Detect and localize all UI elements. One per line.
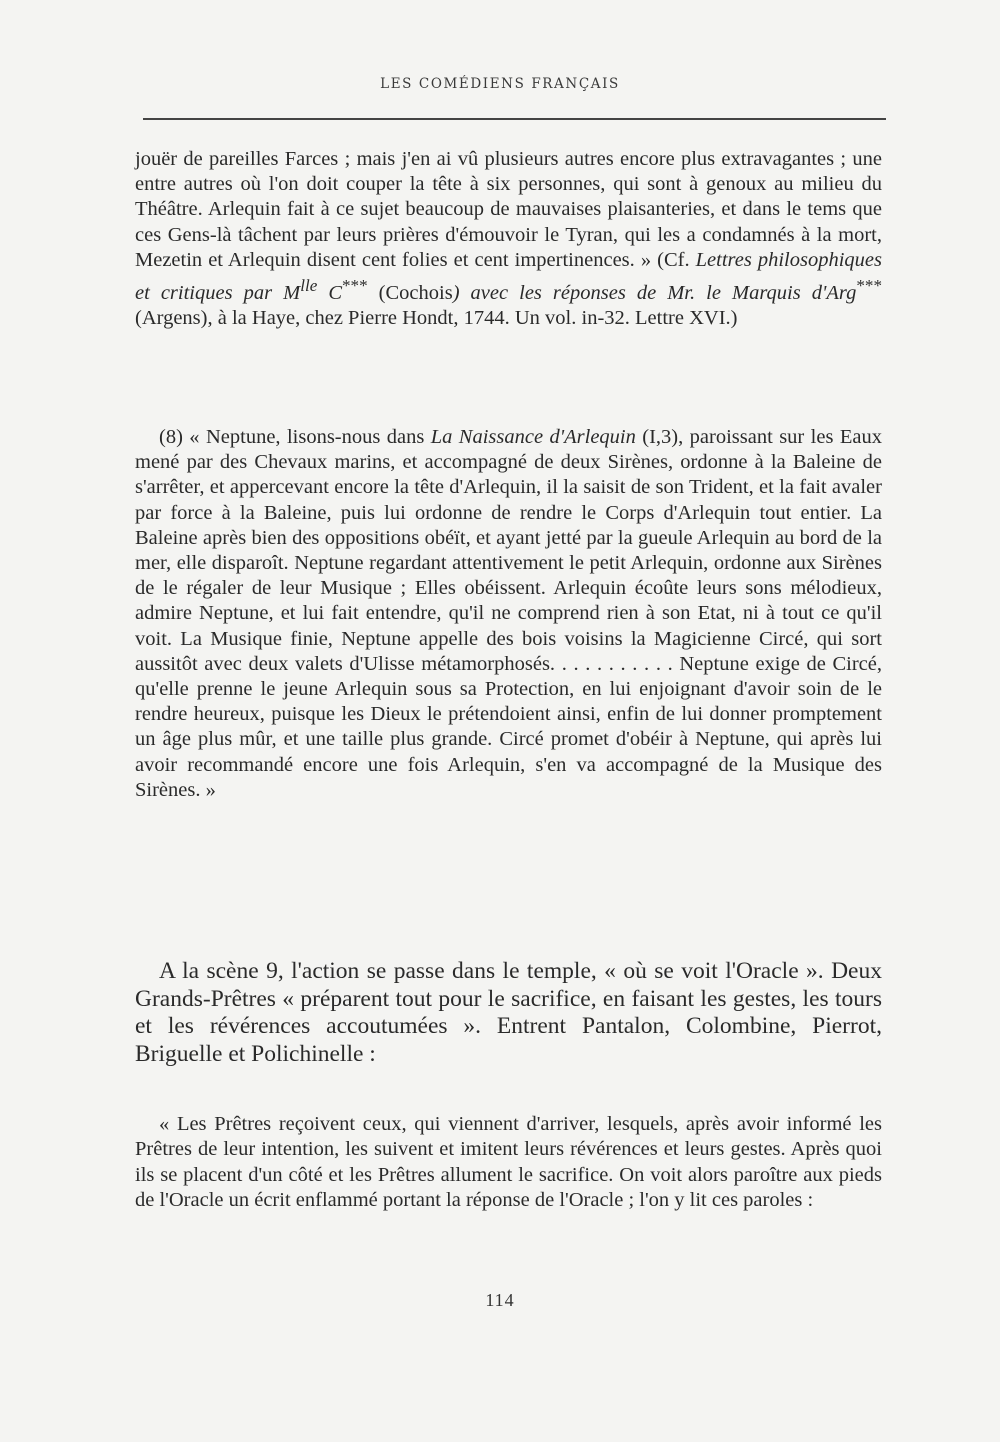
- note-sup-stars-2: ***: [856, 276, 882, 296]
- note-text-2: (Cochois: [367, 281, 453, 304]
- note-sup-stars-1: ***: [342, 276, 368, 296]
- note8-text-2: (I,3), paroissant sur les Eaux mené par des Chevaux marins, et accompagné de deux Sirènes, ordonne à la Baleine de s'arrêter, et appercevant encore la tête d'Arlequin, il la saisit de son Trident, et la fait avaler par force à la Baleine, puis lui ordonne de rendre le Corps d'Arlequin tout entier. La Baleine après bien des oppositions obéït, et ayant jetté par la gueule Arlequin au bord de la mer, elle disparoît. Neptune regardant attentivement le petit Arlequin, ordonne aux Sirènes de le régaler de leur Musique ; Elles obéissent. Arlequin écoûte leurs sons mélodieux, admire Neptune, et lui fait entendre, qu'il ne comprend rien à son Etat, ni à tout ce qu'il voit. La Musique finie, Neptune appelle des bois voisins la Magicienne Circé, qui sort aussitôt avec deux valets d'Ulisse métamorphosés. . . . . . . . . . . Neptune exige de Circé, qu'elle prenne le jeune Arlequin sous sa Protection, en lui enjoignant d'avoir soin de le rendre heureux, puisque les Dieux le prétendoient ainsi, enfin de lui donner promptement un âge plus mûr, et une taille plus grande. Circé promet d'obéir à Neptune, qui après lui avoir recommandé encore une fois Arlequin, s'en va accompagné de la Musique des Sirènes. »: [135, 426, 882, 801]
- header-rule: [143, 118, 886, 120]
- note-italic-1: Lettres philosophiques et critiques par M: [135, 248, 882, 304]
- main-paragraph: A la scène 9, l'action se passe dans le temple, « où se voit l'Oracle ». Deux Grands-Prêtres « préparent tout pour le sacrifice, en faisant les gestes, les tours et les révérences accoutumées ». Entrent Pantalon, Colombine, Pierrot, Briguelle et Polichinelle :: [135, 958, 882, 1067]
- footnote-continuation: [135, 147, 882, 331]
- quote-paragraph: « Les Prêtres reçoivent ceux, qui viennent d'arriver, lesquels, après avoir informé les Prêtres de leur intention, les suivent et imitent leurs révérences et leurs gestes. Après quoi ils se placent d'un côté et les Prêtres allument le sacrifice. On voit alors paroître aux pieds de l'Oracle un écrit enflammé portant la réponse de l'Oracle ; l'on y lit ces paroles :: [135, 1113, 882, 1212]
- note-italic-1b: C: [317, 281, 342, 304]
- note-italic-2: ) avec les réponses de Mr. le Marquis d'Arg: [452, 281, 857, 304]
- footnote-8: [135, 425, 882, 803]
- running-title: LES COMÉDIENS FRANÇAIS: [380, 76, 620, 92]
- note8-italic-title: La Naissance d'Arlequin: [430, 426, 636, 448]
- page-number: 114: [485, 1290, 515, 1310]
- note8-text-1: (8) « Neptune, lisons-nous dans: [159, 426, 431, 448]
- note-text-1: jouër de pareilles Farces ; mais j'en ai vû plusieurs autres encore plus extravagantes ; une entre autres où l'on doit couper la tête à six personnes, qui sont à genoux au milieu du Théâtre. Arlequin fait à ce sujet beaucoup de mauvaises plaisanteries, et dans le tems que ces Gens-là tâchent par leurs prières d'émouvoir le Tyran, qui les a condamnés à la mort, Mezetin et Arlequin disent cent folies et cent impertinences. » (Cf.: [135, 148, 882, 271]
- note-text-3: (Argens), à la Haye, chez Pierre Hondt, 1744. Un vol. in-32. Lettre XVI.): [135, 307, 738, 330]
- note-sup-lle: lle: [300, 276, 318, 296]
